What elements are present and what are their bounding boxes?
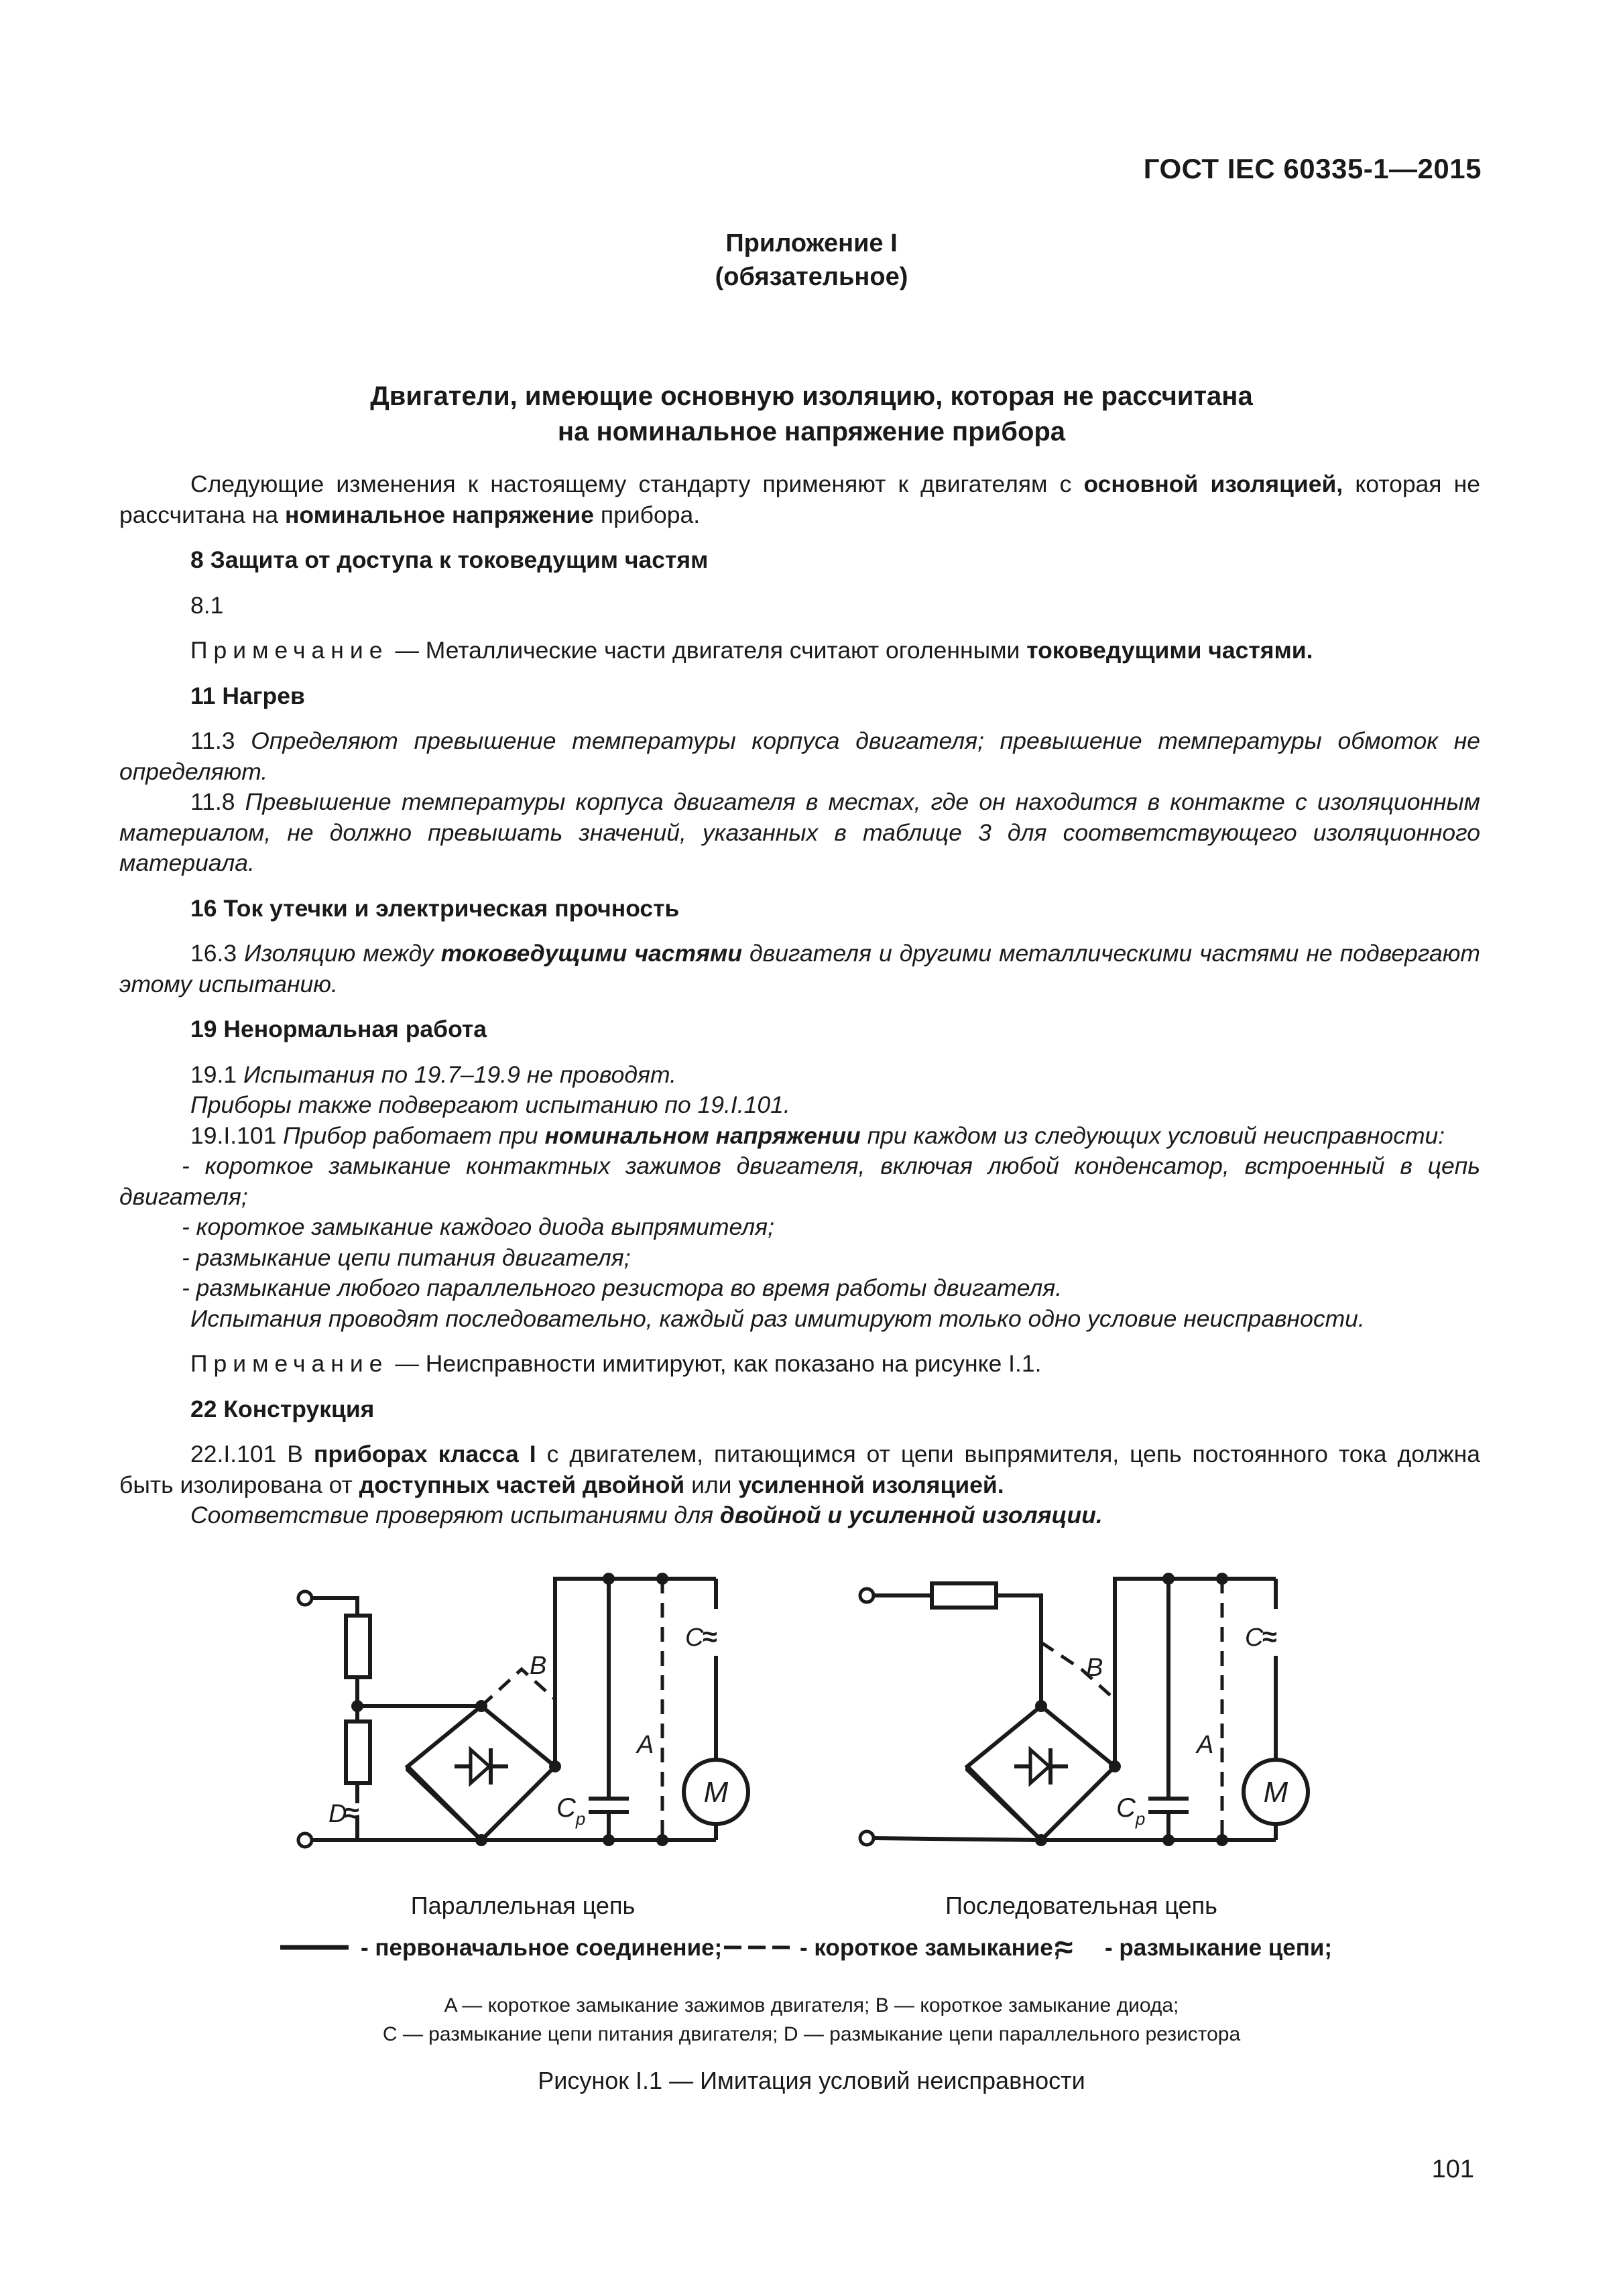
- legend-dashed-text: - короткое замыкание;: [800, 1935, 1061, 1961]
- figure-note-line-2: C — размыкание цепи питания двигателя; D — размыкание цепи параллельного резистора: [382, 2023, 1241, 2045]
- wire: [1115, 1579, 1276, 1766]
- clause-19-1: 19.1 Испытания по 19.7–19.9 не проводят.: [190, 1061, 677, 1088]
- junction: [1035, 1834, 1047, 1846]
- label-cp: $C_p$: [1116, 1793, 1146, 1829]
- wire: [996, 1595, 1041, 1706]
- junction: [351, 1700, 363, 1712]
- motor-label: M: [1263, 1776, 1288, 1809]
- input-terminal: [298, 1591, 312, 1605]
- label-a: A: [637, 1731, 654, 1759]
- fault-item: - короткое замыкание контактных зажимов двигателя, включая любой конденсатор, встроенный в цепь двигателя;: [119, 1152, 1480, 1210]
- legend-wave-symbol: ≈: [1056, 1929, 1073, 1964]
- fault-item: - размыкание цепи питания двигателя;: [182, 1244, 631, 1271]
- note-8: Примечание — Металлические части двигателя считают оголенными токоведущими частями.: [190, 637, 1313, 664]
- motor-label: M: [703, 1776, 729, 1809]
- label-b: B: [530, 1652, 547, 1680]
- wire: [874, 1838, 1276, 1840]
- standard-header: ГОСТ IEC 60335-1—2015: [1143, 153, 1482, 184]
- annex-title: Приложение I: [725, 229, 898, 257]
- clause-8-1: 8.1: [190, 591, 224, 619]
- input-terminal: [860, 1589, 874, 1602]
- clause-19-i-101: 19.I.101 Прибор работает при номинальном напряжении при каждом из следующих условий неисправности:: [190, 1122, 1445, 1149]
- clause-11-8: 11.8 Превышение температуры корпуса двигателя в местах, где он находится в контакте с изоляционным материалом, не должно превышать значений, указанных в таблице 3 для соответствующего изоляционного материала.: [119, 788, 1481, 876]
- junction: [656, 1834, 668, 1846]
- wire: [312, 1598, 357, 1616]
- note-19: Примечание — Неисправности имитируют, как показано на рисунке I.1.: [190, 1350, 1042, 1377]
- break-symbol: ≈: [1262, 1622, 1277, 1652]
- parallel-resistor: [346, 1721, 370, 1783]
- legend-wave-text: - размыкание цепи;: [1105, 1935, 1333, 1961]
- sequence-note: Испытания проводят последовательно, каждый раз имитируют только одно условие неисправности.: [190, 1305, 1365, 1332]
- resistor: [346, 1616, 370, 1677]
- fault-item: - короткое замыкание каждого диода выпрямителя;: [182, 1213, 774, 1240]
- annex-status: (обязательное): [715, 263, 908, 291]
- break-symbol: ≈: [345, 1799, 359, 1828]
- page-number: 101: [1431, 2155, 1474, 2183]
- figure-note-line-1: A — короткое замыкание зажимов двигателя; B — короткое замыкание диода;: [444, 1994, 1179, 2016]
- fault-item: - размыкание любого параллельного резистора во время работы двигателя.: [182, 1274, 1063, 1301]
- clause-11-3: 11.3 Определяют превышение температуры корпуса двигателя; превышение температуры обмоток не определяют.: [119, 727, 1480, 785]
- clause-22-i-101: 22.I.101 В приборах класса I с двигателем, питающимся от цепи выпрямителя, цепь постоянного тока должна быть изолирована от доступных частей двойной или усиленной изоляцией.: [119, 1441, 1481, 1498]
- break-symbol: ≈: [703, 1622, 717, 1652]
- junction: [1035, 1700, 1047, 1712]
- label-c: C: [685, 1624, 704, 1652]
- series-circuit: [860, 1573, 1308, 1919]
- compliance-line: Соответствие проверяют испытаниями для двойной и усиленной изоляции.: [190, 1502, 1103, 1528]
- junction: [1162, 1834, 1175, 1846]
- title-line-2: на номинальное напряжение прибора: [557, 417, 1066, 446]
- junction: [475, 1834, 487, 1846]
- junction: [603, 1834, 615, 1846]
- section-8-heading: 8 Защита от доступа к токоведущим частям: [190, 546, 709, 573]
- label-d: D: [328, 1800, 347, 1828]
- intro-paragraph: Следующие изменения к настоящему стандарту применяют к двигателям с основной изоляцией, которая не рассчитана на номинальное напряжение прибора.: [119, 471, 1481, 528]
- junction: [1216, 1834, 1228, 1846]
- clause-19-1-additional: Приборы также подвергают испытанию по 19.I.101.: [190, 1091, 790, 1118]
- label-a: A: [1197, 1731, 1214, 1759]
- short-b: [1041, 1642, 1115, 1699]
- legend-solid-text: - первоначальное соединение;: [361, 1935, 723, 1961]
- label-cp: $C_p$: [556, 1793, 586, 1829]
- section-16-heading: 16 Ток утечки и электрическая прочность: [190, 894, 680, 922]
- series-caption: Последовательная цепь: [945, 1892, 1217, 1919]
- diode: [1030, 1750, 1049, 1783]
- section-22-heading: 22 Конструкция: [190, 1395, 375, 1423]
- wire: [555, 1579, 716, 1766]
- input-terminal: [860, 1831, 874, 1845]
- series-resistor: [932, 1583, 996, 1608]
- input-terminal: [298, 1833, 312, 1847]
- section-19-heading: 19 Ненормальная работа: [190, 1016, 487, 1042]
- label-b: B: [1086, 1654, 1103, 1682]
- clause-16-3: 16.3 Изоляцию между токоведущими частями двигателя и другими металлическими частями не подвергают этому испытанию.: [119, 940, 1480, 998]
- diode: [471, 1750, 489, 1783]
- section-11-heading: 11 Нагрев: [190, 682, 305, 709]
- junction: [475, 1700, 487, 1712]
- figure-notes: [0, 1991, 1623, 2049]
- junction: [549, 1760, 561, 1772]
- label-c: C: [1245, 1624, 1264, 1652]
- parallel-circuit: [298, 1573, 748, 1919]
- title-line-1: Двигатели, имеющие основную изоляцию, которая не рассчитана: [370, 381, 1253, 411]
- parallel-caption: Параллельная цепь: [410, 1892, 636, 1919]
- junction: [1109, 1760, 1121, 1772]
- figure-caption: Рисунок I.1 — Имитация условий неисправности: [538, 2067, 1085, 2094]
